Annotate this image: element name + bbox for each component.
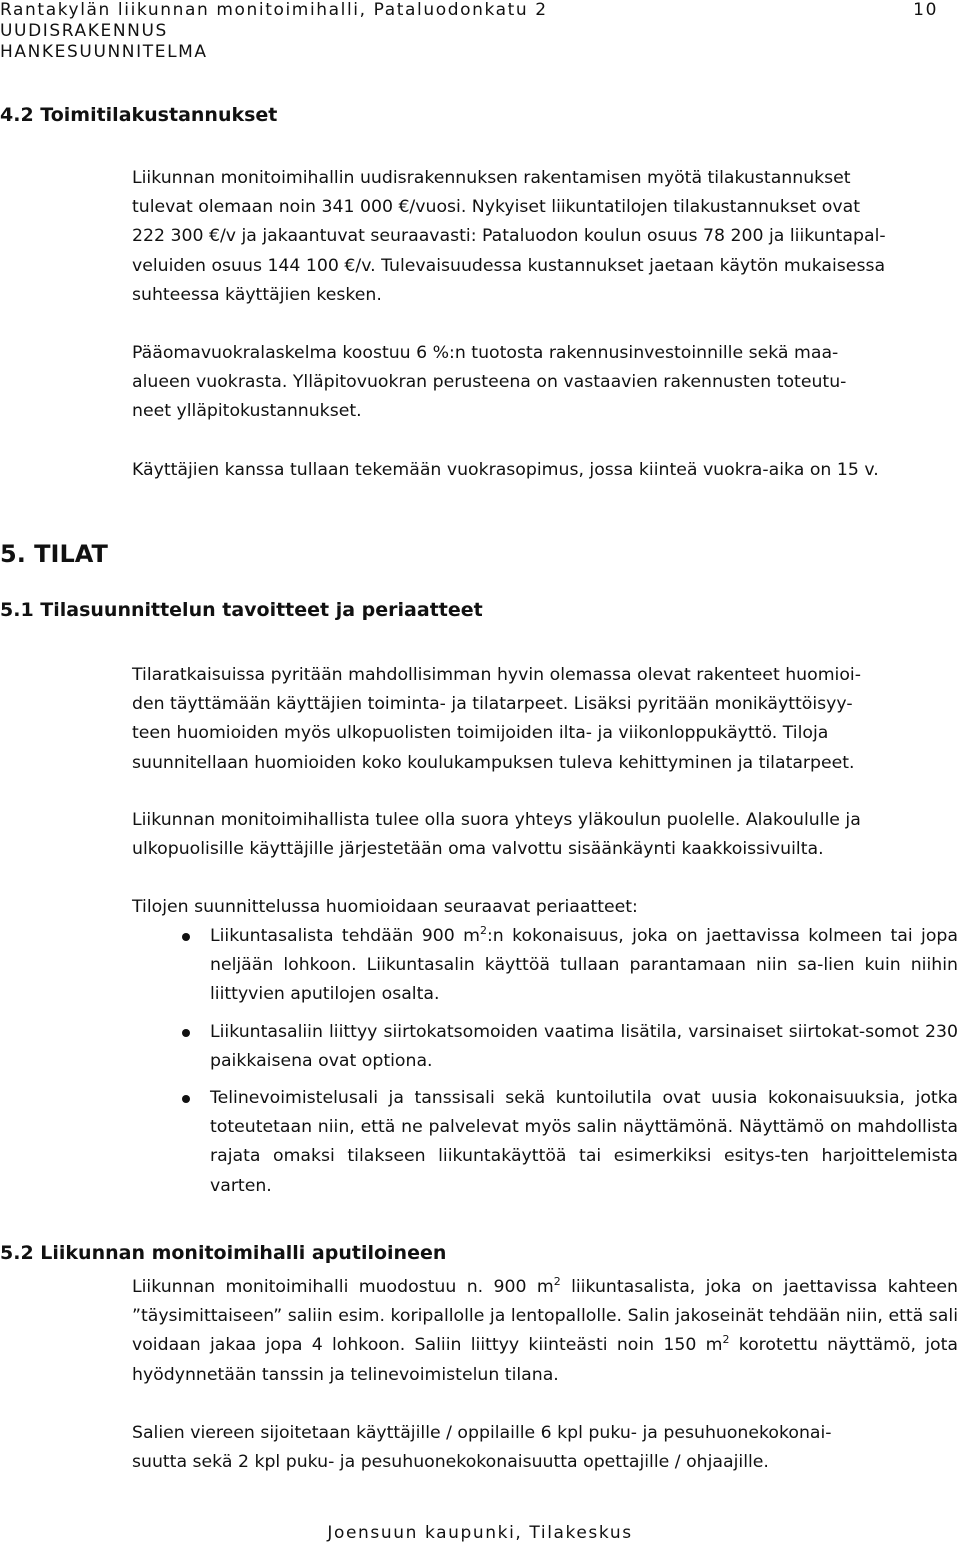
heading-5-1: 5.1 Tilasuunnittelun tavoitteet ja periaatteet — [0, 599, 483, 621]
text-fragment: Liikunnan monitoimihalli muodostuu n. 900 m — [132, 1277, 554, 1297]
text-line: ulkopuolisille käyttäjille järjestetään oma valvottu sisäänkäynti kaakkoissivuilta. — [132, 839, 824, 860]
superscript: 2 — [479, 924, 487, 938]
text-line: Liikunnan monitoimihallin uudisrakennuksen rakentamisen myötä tilakustannukset — [132, 168, 851, 188]
page-footer: Joensuun kaupunki, Tilakeskus — [327, 1523, 633, 1543]
bullet-icon — [182, 933, 190, 941]
text-line: Tilaratkaisuissa pyritään mahdollisimman hyvin olemassa olevat rakenteet huomioi- — [132, 665, 861, 685]
paragraph-5-1-principles-intro — [132, 893, 958, 922]
text-line: 222 300 €/v ja jakaantuvat seuraavasti: Pataluodon koulun osuus 78 200 ja liikuntapal- — [132, 226, 886, 247]
paragraph-4-2-rent-calculation — [132, 339, 958, 427]
bullet-icon — [182, 1029, 190, 1037]
text-line: Liikunnan monitoimihallista tulee olla suora yhteys yläkoulun puolelle. Alakoululle ja — [132, 810, 861, 830]
list-item-text: :n kokonaisuus, joka on jaettavissa kolmeen tai jopa neljään lohkoon. Liikuntasalin käyttöä tullaan parantamaan niin sa-lien kuin niihin liittyvien aputilojen osalta. — [210, 926, 958, 1005]
text-line: Käyttäjien kanssa tullaan tekemään vuokrasopimus, jossa kiinteä vuokra-aika on 15 v. — [132, 460, 879, 480]
text-line: veluiden osuus 144 100 €/v. Tulevaisuudessa kustannukset jaetaan käytön mukaisessa — [132, 255, 886, 276]
paragraph-4-2-costs — [132, 164, 958, 310]
text-line: Pääomavuokralaskelma koostuu 6 %:n tuotosta rakennusinvestoinnille sekä maa- — [132, 343, 839, 363]
heading-5: 5. TILAT — [0, 540, 108, 568]
page-header — [0, 0, 960, 63]
bullet-icon — [182, 1095, 190, 1103]
text-fragment: liikuntasalista, joka on jaettavissa kahteen ”täysimittaiseen” saliin esim. koripallolle ja lentopallolle. Salin jakoseinät tehdään niin, että sali voidaan jakaa jopa 4 lohkoon. Saliin liittyy kiinteästi noin 150 m — [132, 1277, 958, 1356]
paragraph-5-2-dressing-rooms — [132, 1419, 958, 1477]
text-line: teen huomioiden myös ulkopuolisten toimijoiden ilta- ja viikonloppukäyttö. Tiloja — [132, 723, 829, 744]
paragraph-4-2-lease — [132, 456, 958, 485]
list-item — [132, 1084, 958, 1201]
list-item-text: Liikuntasaliin liittyy siirtokatsomoiden vaatima lisätila, varsinaiset siirtokat-somot 230 paikkaisena ovat optiona. — [210, 1021, 958, 1071]
text-line: alueen vuokrasta. Ylläpitovuokran perusteena on vastaavien rakennusten toteutu- — [132, 372, 847, 393]
superscript: 2 — [722, 1333, 730, 1347]
list-item-text: Liikuntasalista tehdään 900 m — [210, 926, 480, 946]
text-line: den täyttämään käyttäjien toiminta- ja tilatarpeet. Lisäksi pyritään monikäyttöisyy- — [132, 694, 853, 715]
text-fragment: korotettu näyttämö, jota hyödynnetään tanssin ja telinevoimistelun tilana. — [132, 1335, 958, 1385]
heading-4-2: 4.2 Toimitilakustannukset — [0, 104, 278, 126]
paragraph-5-2-hall — [132, 1273, 958, 1390]
paragraph-5-1-connections — [132, 806, 958, 864]
header-subtitle: UUDISRAKENNUS — [0, 21, 168, 41]
principles-list — [132, 922, 958, 1209]
paragraph-5-1-goals — [132, 661, 958, 778]
list-item — [132, 922, 958, 1010]
page-number: 10 — [913, 0, 938, 20]
text-line: Salien viereen sijoitetaan käyttäjille / oppilaille 6 kpl puku- ja pesuhuonekokonai- — [132, 1423, 832, 1443]
list-item-text: Telinevoimistelusali ja tanssisali sekä kuntoilutila ovat uusia kokonaisuuksia, jotka toteutetaan niin, että ne palvelevat myös salin näyttämönä. Näyttämö on mahdollista rajata omaksi tilakseen liikuntakäyttöä tai esimerkiksi esitys-ten harjoittelemista varten. — [210, 1088, 958, 1196]
text-line: tulevat olemaan noin 341 000 €/vuosi. Nykyiset liikuntatilojen tilakustannukset ovat — [132, 197, 860, 218]
text-line: suunnitellaan huomioiden koko koulukampuksen tuleva kehittyminen ja tilatarpeet. — [132, 752, 855, 773]
text-line: suutta sekä 2 kpl puku- ja pesuhuonekokonaisuutta opettajille / ohjaajille. — [132, 1452, 769, 1473]
text-line: suhteessa käyttäjien kesken. — [132, 284, 382, 305]
heading-5-2: 5.2 Liikunnan monitoimihalli aputiloineen — [0, 1242, 447, 1264]
header-document-type: HANKESUUNNITELMA — [0, 42, 208, 62]
header-title: Rantakylän liikunnan monitoimihalli, Pataluodonkatu 2 — [0, 0, 548, 20]
list-item — [132, 1018, 958, 1076]
text-line: Tilojen suunnittelussa huomioidaan seuraavat periaatteet: — [132, 897, 638, 917]
text-line: neet ylläpitokustannukset. — [132, 401, 362, 422]
superscript: 2 — [553, 1275, 561, 1289]
